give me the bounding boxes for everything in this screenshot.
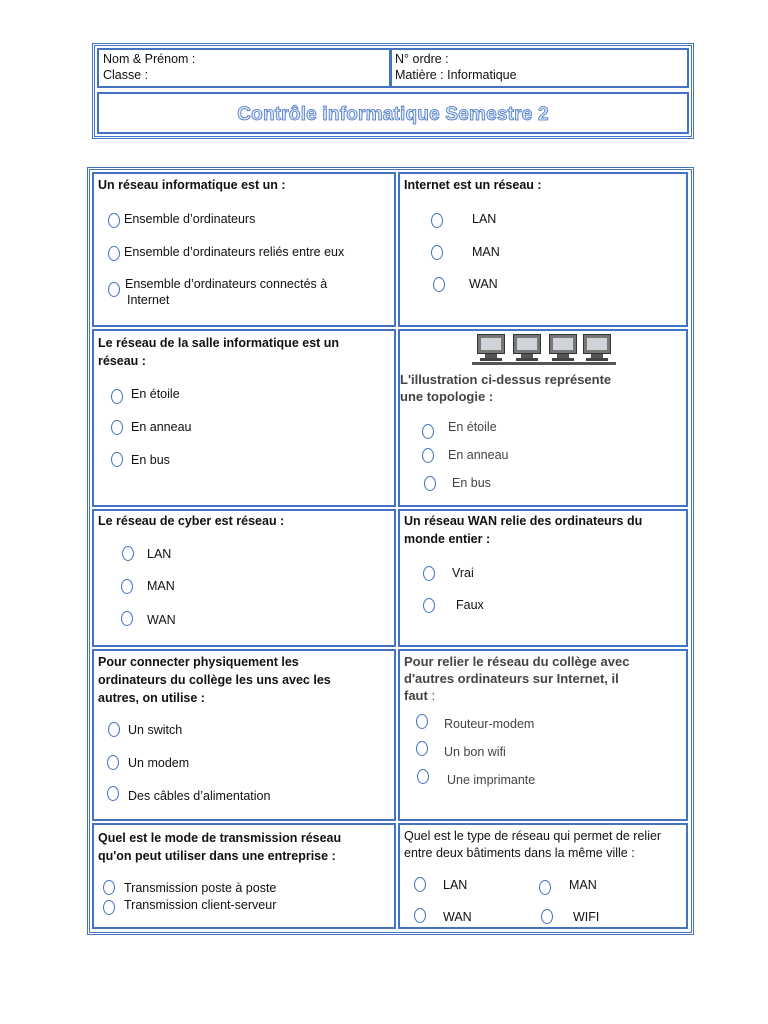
q10-option-wifi-label: WIFI (573, 910, 600, 924)
q1-option-1-radio[interactable] (108, 213, 120, 228)
q6-question-line2: monde entier : (404, 532, 491, 546)
q10-option-lan-label: LAN (443, 878, 468, 892)
q7-question-line3: autres, on utilise : (98, 691, 205, 705)
q8-question-line1: Pour relier le réseau du collège avec (404, 654, 630, 669)
q7-option-3-label: Des câbles d’alimentation (128, 789, 271, 803)
q4-option-1-label: En étoile (448, 420, 497, 434)
q2-option-lan-radio[interactable] (431, 213, 443, 228)
q8-question-line3: faut : (404, 688, 436, 703)
q10-option-man-radio[interactable] (539, 880, 551, 895)
q8-option-3-label: Une imprimante (447, 773, 536, 787)
q4-option-3-radio[interactable] (424, 476, 436, 491)
classe-label: Classe : (103, 68, 149, 82)
q5-option-lan-radio[interactable] (122, 546, 134, 561)
computer-icon (548, 334, 578, 362)
q1-option-2-label: Ensemble d’ordinateurs reliés entre eux (124, 245, 345, 259)
q8-option-2-label: Un bon wifi (444, 745, 506, 759)
q4-option-2-radio[interactable] (422, 448, 434, 463)
q4-question-line1: L'illustration ci-dessus représente (400, 372, 612, 387)
q8-question-line3-text: faut (404, 688, 428, 703)
q9-question-line1: Quel est le mode de transmission réseau (98, 831, 342, 845)
q2-option-man-label: MAN (472, 245, 500, 259)
q7-option-1-radio[interactable] (108, 722, 120, 737)
nom-prenom-label: Nom & Prénom : (103, 52, 196, 66)
q9-question-line2: qu'on peut utiliser dans une entreprise : (98, 849, 336, 863)
q8-option-2-radio[interactable] (416, 741, 428, 756)
bus-line (472, 362, 616, 365)
q8-option-1-label: Routeur-modem (444, 717, 535, 731)
q8-option-3-radio[interactable] (417, 769, 429, 784)
q10-question-line2: entre deux bâtiments dans la même ville : (404, 846, 635, 860)
q10-option-wan-radio[interactable] (414, 908, 426, 923)
q1-option-1-label: Ensemble d’ordinateurs (124, 212, 256, 226)
q10-question-line1: Quel est le type de réseau qui permet de relier (404, 829, 662, 843)
q4-option-2-label: En anneau (448, 448, 509, 462)
q3-question-line1: Le réseau de la salle informatique est un (98, 336, 340, 350)
q1-option-3-label-line1: Ensemble d’ordinateurs connectés à (125, 277, 328, 291)
q7-question-line2: ordinateurs du collège les uns avec les (98, 673, 331, 687)
q3-option-2-radio[interactable] (111, 420, 123, 435)
computer-icon (512, 334, 542, 362)
q5-option-man-label: MAN (147, 579, 175, 593)
q2-option-lan-label: LAN (472, 212, 497, 226)
computer-icon (582, 334, 612, 362)
q4-cell (398, 329, 688, 507)
computer-icon (476, 334, 506, 362)
q9-option-1-radio[interactable] (103, 880, 115, 895)
q6-question-line1: Un réseau WAN relie des ordinateurs du (404, 514, 643, 528)
q6-option-faux-radio[interactable] (423, 598, 435, 613)
q7-option-2-label: Un modem (128, 756, 190, 770)
q4-option-3-label: En bus (452, 476, 491, 490)
q3-option-3-radio[interactable] (111, 452, 123, 467)
q3-question-line2: réseau : (98, 354, 146, 368)
q2-option-wan-label: WAN (469, 277, 498, 291)
q5-option-wan-radio[interactable] (121, 611, 133, 626)
q3-option-3-label: En bus (131, 453, 170, 467)
page-title: Contrôle informatique Semestre 2 (237, 104, 549, 125)
q2-option-wan-radio[interactable] (433, 277, 445, 292)
q9-option-1-label: Transmission poste à poste (124, 881, 277, 895)
q10-option-wan-label: WAN (443, 910, 472, 924)
q5-option-man-radio[interactable] (121, 579, 133, 594)
q10-option-lan-radio[interactable] (414, 877, 426, 892)
q8-question-line2: d'autres ordinateurs sur Internet, il (404, 671, 619, 686)
q2-option-man-radio[interactable] (431, 245, 443, 260)
q3-option-2-label: En anneau (131, 420, 192, 434)
q9-option-2-radio[interactable] (103, 900, 115, 915)
q5-question: Le réseau de cyber est réseau : (98, 514, 285, 528)
q7-option-3-radio[interactable] (107, 786, 119, 801)
q4-question-line2: une topologie : (400, 389, 494, 404)
q1-option-2-radio[interactable] (108, 246, 120, 261)
q1-option-3-label-line2: Internet (127, 293, 170, 307)
q3-option-1-label: En étoile (131, 387, 180, 401)
q2-question: Internet est un réseau : (404, 178, 542, 192)
matiere-label: Matière : Informatique (395, 68, 517, 82)
title-cell (97, 92, 689, 134)
q5-option-wan-label: WAN (147, 613, 176, 627)
q7-question-line1: Pour connecter physiquement les (98, 655, 299, 669)
q4-option-1-radio[interactable] (422, 424, 434, 439)
q3-option-1-radio[interactable] (111, 389, 123, 404)
q7-option-2-radio[interactable] (107, 755, 119, 770)
q1-question: Un réseau informatique est un : (98, 178, 286, 192)
q1-option-3-radio[interactable] (108, 282, 120, 297)
ordre-label: N° ordre : (395, 52, 449, 66)
q6-option-vrai-radio[interactable] (423, 566, 435, 581)
q8-option-1-radio[interactable] (416, 714, 428, 729)
q10-option-man-label: MAN (569, 878, 597, 892)
q9-option-2-label: Transmission client-serveur (124, 898, 277, 912)
q10-option-wifi-radio[interactable] (541, 909, 553, 924)
q7-option-1-label: Un switch (128, 723, 183, 737)
q6-option-faux-label: Faux (456, 598, 484, 612)
q6-option-vrai-label: Vrai (452, 566, 474, 580)
q5-option-lan-label: LAN (147, 547, 172, 561)
